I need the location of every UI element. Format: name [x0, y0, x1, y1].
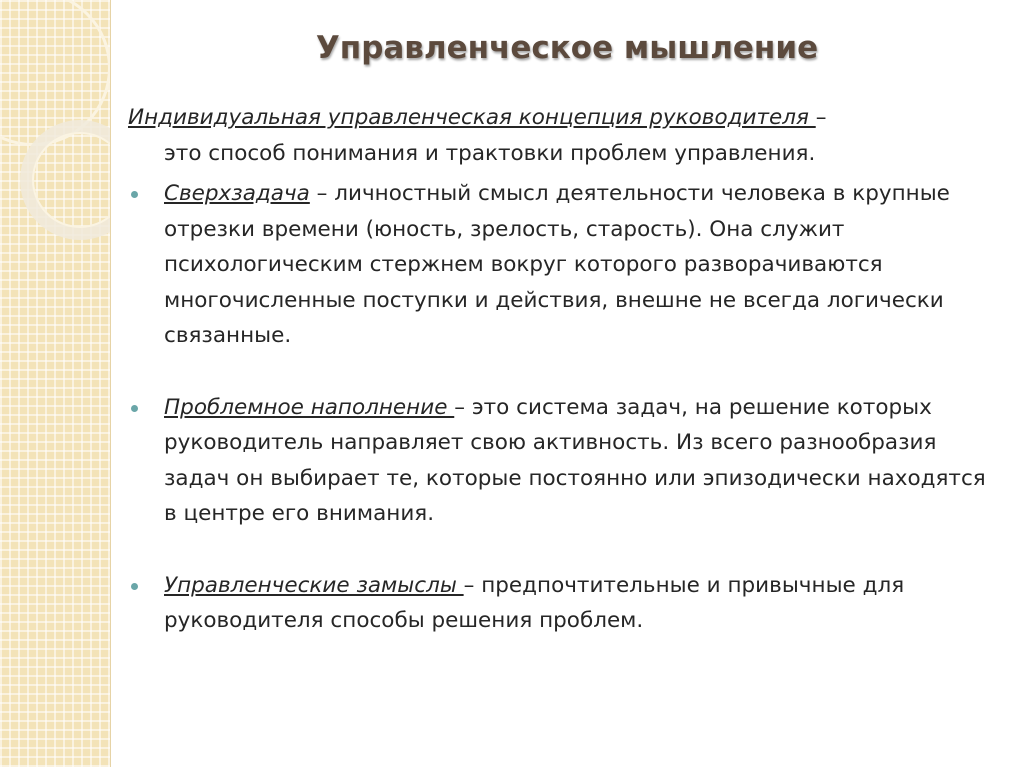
intro-text: это способ понимания и трактовки проблем управления. — [164, 140, 816, 166]
intro-definition — [128, 100, 1003, 136]
bullet-text: – это система задач, на решение которых руководитель направляет свою активность. Из всего разнообразия задач он выбирает те, которые постоянно или эпизодически находятся в центре его внимания. — [164, 394, 986, 526]
decorative-side-panel — [0, 0, 111, 767]
bullet-term: Проблемное наполнение — [164, 394, 455, 420]
intro-dash: – — [815, 105, 827, 130]
bullet-text: – предпочтительные и привычные для руководителя способы решения проблем. — [164, 572, 905, 633]
bullet-item — [128, 390, 1003, 532]
bullet-item — [128, 176, 1003, 354]
bullet-dot-icon — [131, 583, 138, 590]
bullet-dot-icon — [131, 405, 138, 412]
bullet-term: Сверхзадача — [164, 181, 310, 206]
slide-title: Управленческое мышление — [315, 30, 819, 66]
bullet-item — [128, 568, 1003, 639]
bullet-dot-icon — [131, 191, 138, 198]
bullet-term: Управленческие замыслы — [164, 572, 464, 598]
bullet-text: – личностный смысл деятельности человека в крупные отрезки времени (юность, зрелость, старость). Она служит психологическим стержнем вокруг которого разворачиваются многочисленные поступки и действия, внешне не всегда логически связанные. — [164, 181, 950, 348]
intro-term: Индивидуальная управленческая концепция руководителя — [128, 105, 816, 130]
slide-body — [128, 100, 1003, 639]
